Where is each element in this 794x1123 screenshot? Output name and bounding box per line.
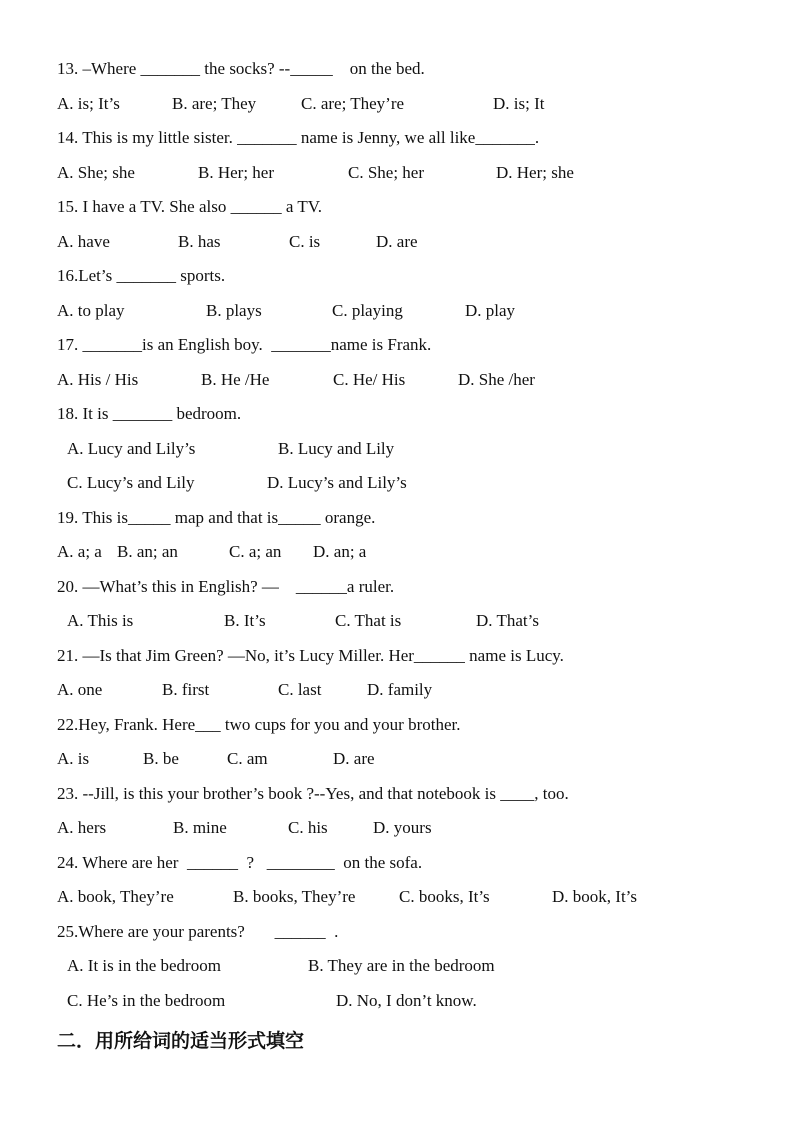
option[interactable]: A. book, They’re <box>57 887 174 906</box>
option[interactable]: C. Lucy’s and Lily <box>67 473 195 492</box>
question-22-options <box>57 747 375 771</box>
question-21-options <box>57 678 433 702</box>
option[interactable]: B. first <box>162 680 210 699</box>
option[interactable]: C. He/ His <box>333 370 406 389</box>
option[interactable]: D. book, It’s <box>552 887 637 906</box>
question-20-stem: 20. —What’s this in English? — ______a ruler. <box>57 577 395 596</box>
option[interactable]: B. He /He <box>201 370 270 389</box>
question-17-stem: 17. _______is an English boy. _______name is Frank. <box>57 335 432 354</box>
option[interactable]: B. Lucy and Lily <box>278 439 395 458</box>
question-23-stem: 23. --Jill, is this your brother’s book ?--Yes, and that notebook is ____, too. <box>57 784 569 803</box>
option[interactable]: C. am <box>227 749 268 768</box>
option[interactable]: B. has <box>178 232 221 251</box>
option[interactable]: C. He’s in the bedroom <box>67 991 226 1010</box>
question-24-stem: 24. Where are her ______ ? ________ on the sofa. <box>57 853 423 872</box>
option[interactable]: A. is <box>57 749 90 768</box>
option[interactable]: D. play <box>465 301 516 320</box>
option[interactable]: C. is <box>289 232 321 251</box>
question-25-stem: 25.Where are your parents? ______ . <box>57 922 339 941</box>
question-25-options-row-2 <box>57 989 477 1013</box>
question-14-options <box>57 161 574 185</box>
option[interactable]: A. This is <box>67 611 134 630</box>
option[interactable]: C. a; an <box>229 542 282 561</box>
option[interactable]: B. are; They <box>172 94 257 113</box>
question-25-options-row-1 <box>57 954 495 978</box>
option[interactable]: B. an; an <box>117 542 178 561</box>
option[interactable]: B. mine <box>173 818 227 837</box>
question-14-stem: 14. This is my little sister. _______ name is Jenny, we all like_______. <box>57 128 540 147</box>
option[interactable]: D. family <box>367 680 433 699</box>
question-19-stem: 19. This is_____ map and that is_____ orange. <box>57 508 376 527</box>
option[interactable]: A. She; she <box>57 163 135 182</box>
section-heading: 二．用所给词的适当形式填空 <box>57 1030 305 1052</box>
option[interactable]: C. last <box>278 680 322 699</box>
option[interactable]: D. an; a <box>313 542 367 561</box>
option[interactable]: A. It is in the bedroom <box>67 956 221 975</box>
option[interactable]: C. That is <box>335 611 402 630</box>
option[interactable]: A. to play <box>57 301 125 320</box>
option[interactable]: D. are <box>333 749 375 768</box>
option[interactable]: C. his <box>288 818 328 837</box>
option[interactable]: C. playing <box>332 301 403 320</box>
option[interactable]: D. Her; she <box>496 163 574 182</box>
question-18-options-row-1 <box>57 437 395 461</box>
question-18-options-row-2 <box>57 471 407 495</box>
question-16-stem: 16.Let’s _______ sports. <box>57 266 226 285</box>
option[interactable]: D. She /her <box>458 370 535 389</box>
option[interactable]: B. It’s <box>224 611 266 630</box>
option[interactable]: B. be <box>143 749 179 768</box>
question-22-stem: 22.Hey, Frank. Here___ two cups for you and your brother. <box>57 715 461 734</box>
question-15-stem: 15. I have a TV. She also ______ a TV. <box>57 197 323 216</box>
question-19-options <box>57 540 367 564</box>
question-23-options <box>57 816 432 840</box>
option[interactable]: A. is; It’s <box>57 94 120 113</box>
option[interactable]: D. is; It <box>493 94 545 113</box>
option[interactable]: D. yours <box>373 818 432 837</box>
option[interactable]: B. They are in the bedroom <box>308 956 495 975</box>
option[interactable]: D. That’s <box>476 611 539 630</box>
option[interactable]: A. one <box>57 680 103 699</box>
question-24-options <box>57 885 637 909</box>
option[interactable]: C. She; her <box>348 163 425 182</box>
option[interactable]: D. are <box>376 232 418 251</box>
option[interactable]: C. books, It’s <box>399 887 490 906</box>
question-13-stem: 13. –Where _______ the socks? --_____ on the bed. <box>57 59 425 78</box>
question-17-options <box>57 368 535 392</box>
question-13-options <box>57 92 545 116</box>
option[interactable]: B. books, They’re <box>233 887 356 906</box>
question-15-options <box>57 230 418 254</box>
question-18-stem: 18. It is _______ bedroom. <box>57 404 242 423</box>
option[interactable]: D. Lucy’s and Lily’s <box>267 473 407 492</box>
option[interactable]: A. His / His <box>57 370 139 389</box>
option[interactable]: B. plays <box>206 301 262 320</box>
option[interactable]: A. Lucy and Lily’s <box>67 439 196 458</box>
option[interactable]: A. have <box>57 232 110 251</box>
question-20-options <box>57 609 539 633</box>
question-21-stem: 21. —Is that Jim Green? —No, it’s Lucy Miller. Her______ name is Lucy. <box>57 646 564 665</box>
option[interactable]: D. No, I don’t know. <box>336 991 477 1010</box>
option[interactable]: A. a; a <box>57 542 102 561</box>
option[interactable]: C. are; They’re <box>301 94 405 113</box>
question-16-options <box>57 299 516 323</box>
option[interactable]: B. Her; her <box>198 163 275 182</box>
option[interactable]: A. hers <box>57 818 107 837</box>
